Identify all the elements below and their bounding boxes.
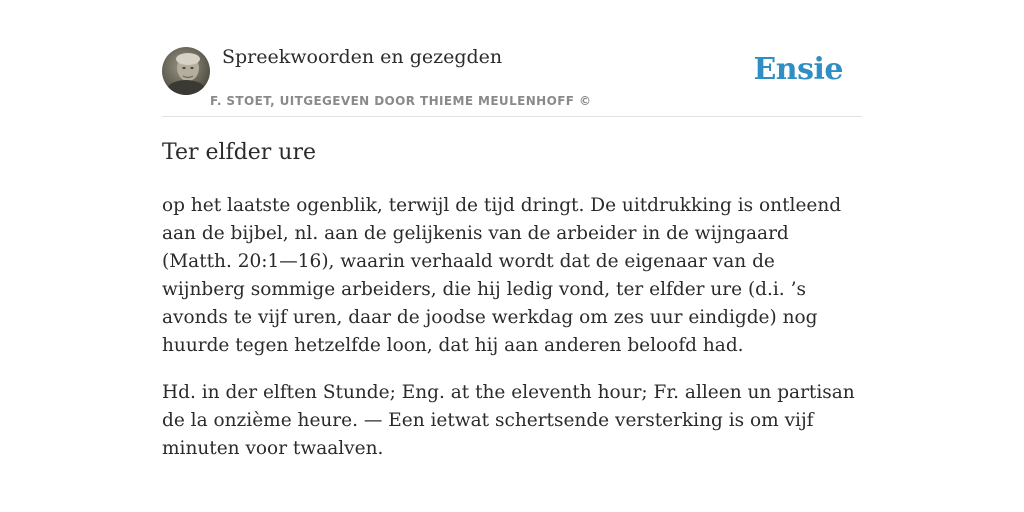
book-title[interactable]: Spreekwoorden en gezegden (222, 46, 503, 68)
author-portrait-icon (162, 47, 210, 95)
entry-paragraph: op het laatste ogenblik, terwijl de tijd dringt. De uitdrukking is ontleend aan de bijbel, nl. aan de gelijkenis van de arbeider in de wijngaard (Matth. 20:1—16), waarin verhaald wordt dat de eigenaar van de wijnberg sommige arbeiders, die hij ledig vond, ter elfder ure (d.i. ’s avonds te vijf uren, daar de joodse werkdag om zes uur eindigde) nog huurde tegen hetzelfde loon, dat hij aan anderen beloofd had. (162, 195, 842, 356)
header (162, 44, 862, 117)
entry-title: Ter elfder ure (162, 140, 317, 165)
author-avatar (162, 47, 210, 95)
entry-paragraph: Hd. in der elften Stunde; Eng. at the eleventh hour; Fr. alleen un partisan de la onzième heure. — Een ietwat schertsende versterking is om vijf minuten voor twaalven. (162, 382, 855, 459)
entry-body (162, 192, 862, 482)
ensie-logo[interactable]: Ensie (753, 52, 843, 87)
publisher-byline: F. STOET, UITGEGEVEN DOOR THIEME MEULENHOFF © (210, 94, 592, 108)
